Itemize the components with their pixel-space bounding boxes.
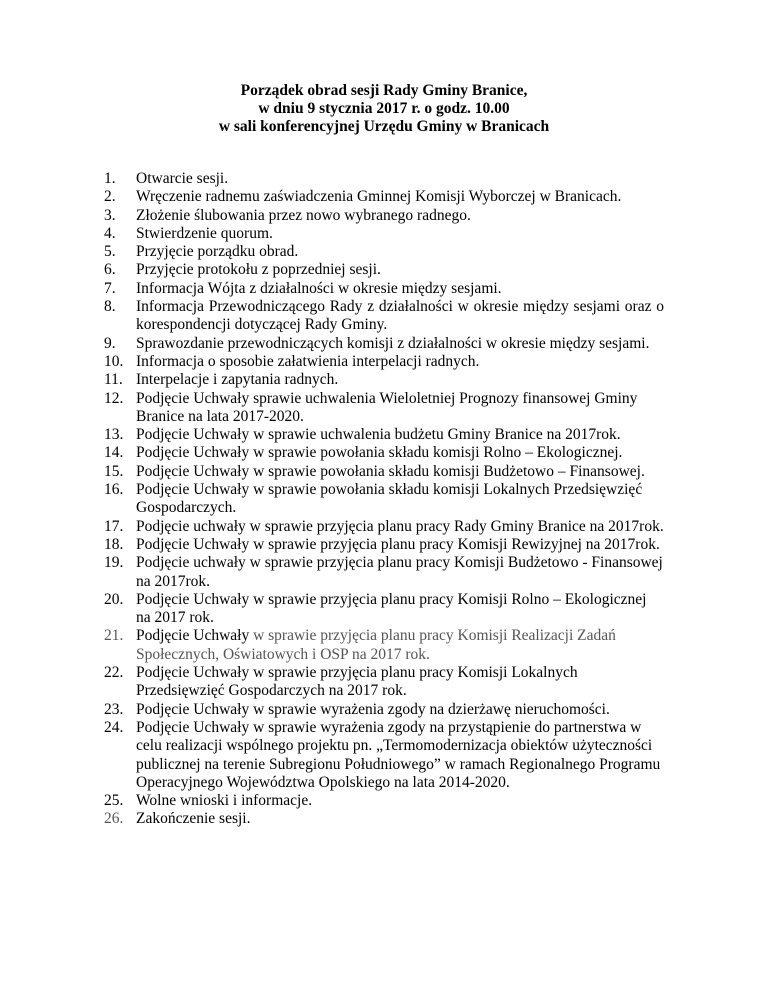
agenda-item — [104, 463, 664, 481]
agenda-item — [104, 518, 664, 536]
agenda-item — [104, 188, 664, 206]
agenda-item — [104, 243, 664, 261]
agenda-item-number: 11. — [104, 371, 123, 389]
agenda-item-number: 4. — [104, 224, 116, 242]
agenda-item-text: Sprawozdanie przewodniczących komisji z działalności w okresie między sesjami. — [136, 334, 650, 352]
agenda-item-text: Przyjęcie protokołu z poprzedniej sesji. — [136, 261, 381, 279]
agenda-item-text: Informacja Wójta z działalności w okresie między sesjami. — [136, 279, 502, 297]
agenda-item-number: 15. — [104, 462, 124, 480]
agenda-item-number: 21. — [104, 627, 124, 645]
agenda-item-number: 9. — [104, 334, 116, 352]
agenda-header — [0, 82, 768, 136]
agenda-item — [104, 426, 664, 444]
agenda-item-text: Przyjęcie porządku obrad. — [136, 243, 299, 261]
agenda-item-text: Informacja o sposobie załatwienia interpelacji radnych. — [136, 352, 480, 370]
header-location: w sali konferencyjnej Urzędu Gminy w Branicach — [218, 118, 550, 135]
agenda-item-number: 5. — [104, 243, 116, 261]
agenda-item-text: Interpelacje i zapytania radnych. — [136, 371, 339, 389]
agenda-item-number: 3. — [104, 206, 116, 224]
agenda-item — [104, 353, 664, 371]
agenda-item-number: 26. — [104, 810, 124, 828]
agenda-item-number: 22. — [104, 664, 124, 682]
agenda-item-number: 23. — [104, 700, 124, 718]
agenda-item-number: 25. — [104, 792, 124, 810]
agenda-item-number: 16. — [104, 481, 124, 499]
agenda-item-text: Podjęcie Uchwały w sprawie powołania składu komisji Lokalnych Przedsięwzięć Gospodarczych. — [136, 481, 643, 517]
agenda-item-text: Podjęcie Uchwały w sprawie przyjęcia planu pracy Komisji Rolno – Ekologicznej na 2017 rok. — [136, 590, 647, 627]
agenda-item-number: 19. — [104, 554, 124, 572]
agenda-item-number: 14. — [104, 444, 124, 462]
agenda-item-text: Podjęcie uchwały w sprawie przyjęcia planu pracy Rady Gminy Branice na 2017rok. — [136, 517, 664, 535]
agenda-item-number: 24. — [104, 718, 124, 736]
agenda-item-text: Podjęcie Uchwały w sprawie wyrażenia zgody na dzierżawę nieruchomości. — [136, 700, 610, 718]
agenda-item-number: 13. — [104, 426, 124, 444]
agenda-item-text: Podjęcie Uchwały w sprawie powołania składu komisji Rolno – Ekologicznej. — [136, 444, 623, 462]
agenda-item — [104, 810, 664, 828]
agenda-item-text: Wręczenie radnemu zaświadczenia Gminnej Komisji Wyborczej w Branicach. — [136, 188, 622, 206]
agenda-item-text: Złożenie ślubowania przez nowo wybranego radnego. — [136, 206, 471, 224]
agenda-item-text: Zakończenie sesji. — [136, 810, 251, 828]
agenda-item-text: Informacja Przewodniczącego Rady z działalności w okresie między sesjami oraz o korespondencji dotyczącej Rady Gminy. — [136, 298, 664, 334]
agenda-item-text: Podjęcie Uchwały w sprawie przyjęcia planu pracy Komisji Lokalnych Przedsięwzięć Gospodarczych na 2017 rok. — [136, 664, 578, 700]
agenda-list — [104, 170, 664, 829]
agenda-item-text: Podjęcie Uchwały w sprawie przyjęcia planu pracy Komisji Rewizyjnej na 2017rok. — [136, 535, 660, 553]
agenda-item — [104, 261, 664, 279]
agenda-item-number: 6. — [104, 261, 116, 279]
agenda-item-text: Otwarcie sesji. — [136, 170, 229, 187]
agenda-item-number: 18. — [104, 535, 124, 553]
agenda-item — [104, 627, 664, 664]
agenda-item — [104, 298, 664, 335]
agenda-item — [104, 371, 664, 389]
agenda-item-number: 12. — [104, 389, 124, 407]
agenda-item-text-part: w sprawie przyjęcia planu pracy Komisji Realizacji Zadań Społecznych, Oświatowych i OSP na 2017 rok. — [136, 627, 616, 663]
agenda-item-number: 2. — [104, 188, 116, 206]
agenda-item-text — [136, 627, 664, 664]
agenda-item — [104, 536, 664, 554]
agenda-item — [104, 390, 664, 427]
agenda-item — [104, 280, 664, 298]
header-title: Porządek obrad sesji Rady Gminy Branice, — [240, 82, 528, 99]
agenda-item-text: Podjęcie Uchwały w sprawie wyrażenia zgody na przystąpienie do partnerstwa w celu realizacji wspólnego projektu pn. „Termomodernizacja obiektów użyteczności publicznej na terenie Subregionu Południowego” w ramach Regionalnego Programu Operacyjnego Województwa Opolskiego na lata 2014-2020. — [136, 718, 661, 791]
agenda-item-number: 7. — [104, 279, 116, 297]
agenda-item — [104, 792, 664, 810]
agenda-item — [104, 664, 664, 701]
agenda-item — [104, 554, 664, 591]
agenda-item — [104, 335, 664, 353]
agenda-item — [104, 207, 664, 225]
agenda-item-number: 8. — [104, 298, 116, 316]
agenda-item-number: 17. — [104, 517, 124, 535]
agenda-item-text: Stwierdzenie quorum. — [136, 224, 273, 242]
agenda-item — [104, 591, 664, 628]
agenda-item-text-part: Podjęcie Uchwały — [136, 627, 250, 645]
agenda-item-text: Podjęcie Uchwały w sprawie uchwalenia budżetu Gminy Branice na 2017rok. — [136, 426, 621, 444]
agenda-item — [104, 444, 664, 462]
agenda-item-text: Podjęcie Uchwały w sprawie powołania składu komisji Budżetowo – Finansowej. — [136, 462, 645, 480]
agenda-item — [104, 481, 664, 518]
agenda-item-text: Podjęcie Uchwały sprawie uchwalenia Wieloletniej Prognozy finansowej Gminy Branice na lata 2017-2020. — [136, 389, 638, 425]
agenda-item — [104, 701, 664, 719]
agenda-item — [104, 719, 664, 792]
agenda-item-text: Podjęcie uchwały w sprawie przyjęcia planu pracy Komisji Budżetowo - Finansowej na 2017rok. — [136, 554, 663, 590]
agenda-item-number: 20. — [104, 590, 124, 608]
agenda-item — [104, 225, 664, 243]
agenda-item-number: 10. — [104, 352, 124, 370]
agenda-item-text: Wolne wnioski i informacje. — [136, 792, 313, 810]
agenda-item-number: 1. — [104, 170, 116, 187]
agenda-item — [104, 170, 664, 188]
header-date: w dniu 9 stycznia 2017 r. o godz. 10.00 — [258, 100, 510, 117]
